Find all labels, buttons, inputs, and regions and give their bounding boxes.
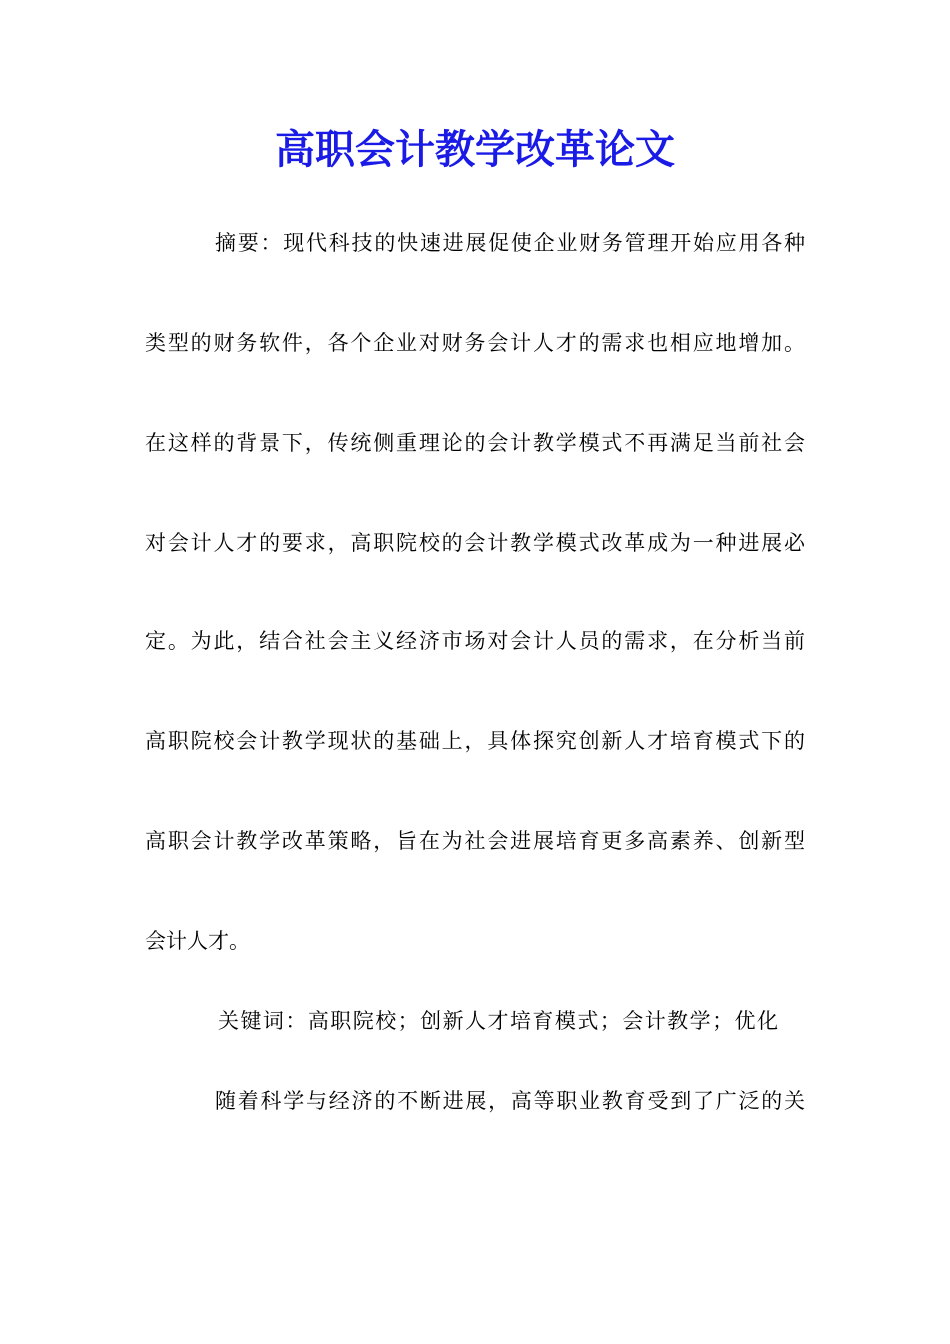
document-title: 高职会计教学改革论文 xyxy=(275,126,675,173)
abstract-line-8: 会计人才。 xyxy=(145,929,250,953)
abstract-line-7: 高职会计教学改革策略，旨在为社会进展培育更多高素养、创新型 xyxy=(145,829,805,853)
abstract-line-6: 高职院校会计教学现状的基础上，具体探究创新人才培育模式下的 xyxy=(145,729,805,753)
abstract-line-1: 摘要：现代科技的快速进展促使企业财务管理开始应用各种 xyxy=(215,231,805,255)
abstract-line-3: 在这样的背景下，传统侧重理论的会计教学模式不再满足当前社会 xyxy=(145,431,805,455)
abstract-line-4: 对会计人才的要求，高职院校的会计教学模式改革成为一种进展必 xyxy=(145,531,805,555)
body-paragraph-line: 随着科学与经济的不断进展，高等职业教育受到了广泛的关 xyxy=(215,1089,805,1113)
keywords-line: 关键词：高职院校；创新人才培育模式；会计教学；优化 xyxy=(218,1009,778,1033)
abstract-line-5: 定。为此，结合社会主义经济市场对会计人员的需求，在分析当前 xyxy=(145,629,805,653)
abstract-line-2: 类型的财务软件，各个企业对财务会计人才的需求也相应地增加。 xyxy=(145,331,805,355)
